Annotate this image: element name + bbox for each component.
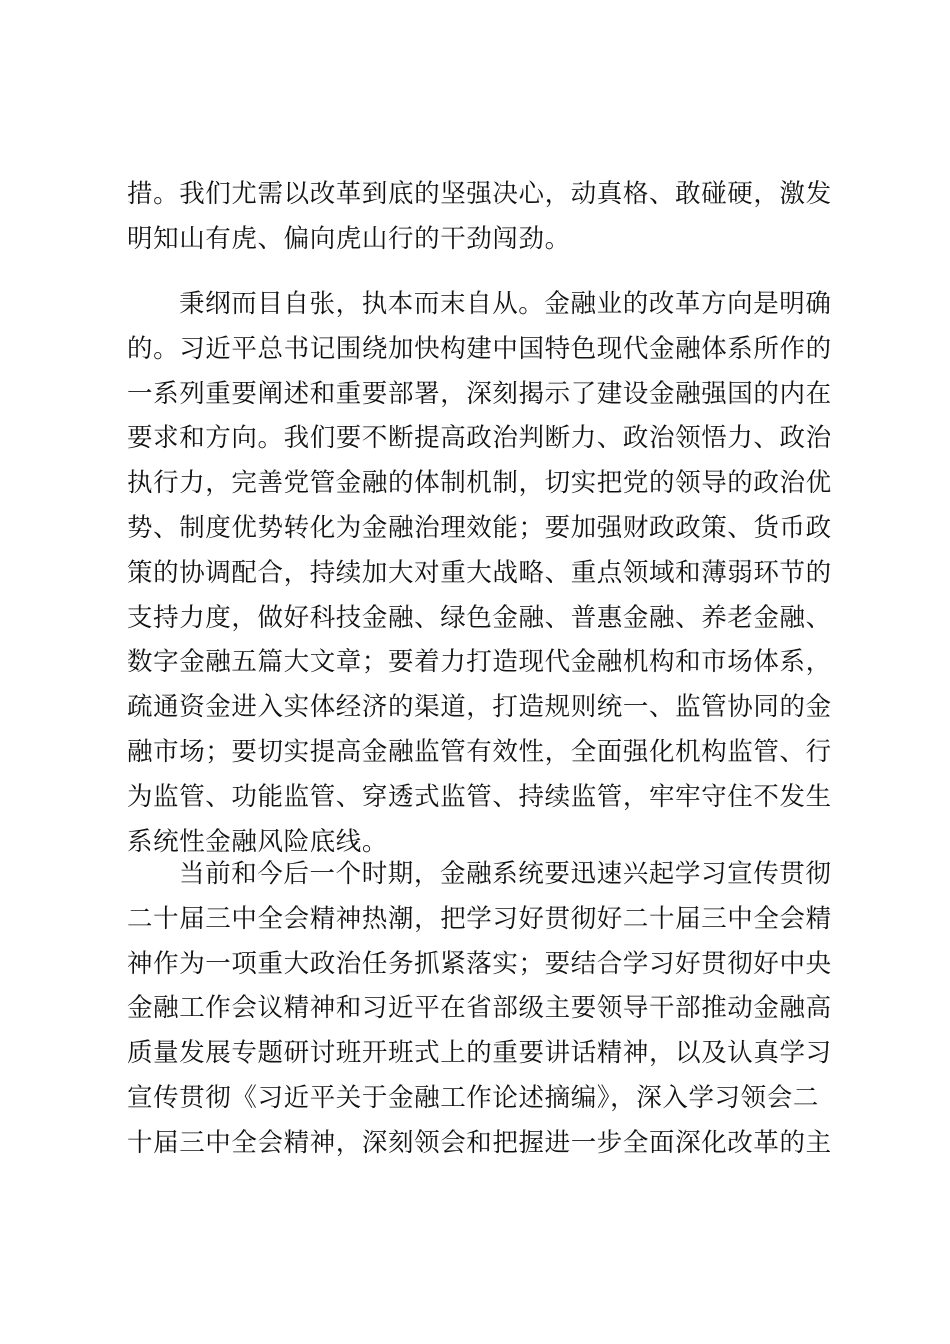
paragraph-line: 疏通资金进入实体经济的渠道，打造规则统一、监管协同的金 (127, 692, 832, 723)
paragraph-line: 措。我们尤需以改革到底的坚强决心，动真格、敢碰硬，激发 (127, 179, 832, 209)
paragraph-line: 金融工作会议精神和习近平在省部级主要领导干部推动金融高 (127, 993, 832, 1024)
paragraph-line: 明知山有虎、偏向虎山行的干劲闯劲。 (127, 223, 571, 254)
paragraph-line: 十届三中全会精神，深刻领会和把握进一步全面深化改革的主 (127, 1127, 832, 1158)
paragraph-line: 当前和今后一个时期，金融系统要迅速兴起学习宣传贯彻 (179, 859, 832, 889)
paragraph-line: 要求和方向。我们要不断提高政治判断力、政治领悟力、政治 (127, 423, 832, 454)
paragraph-line: 系统性金融风险底线。 (127, 826, 389, 857)
paragraph-line: 势、制度优势转化为金融治理效能；要加强财政政策、货币政 (127, 512, 832, 543)
paragraph-line: 融市场；要切实提高金融监管有效性，全面强化机构监管、行 (127, 736, 832, 767)
paragraph-1 (127, 172, 833, 262)
paragraph-3 (127, 852, 833, 1166)
paragraph-line: 执行力，完善党管金融的体制机制，切实把党的领导的政治优 (127, 468, 832, 499)
paragraph-line: 宣传贯彻《习近平关于金融工作论述摘编》，深入学习领会二 (127, 1082, 819, 1113)
paragraph-line: 神作为一项重大政治任务抓紧落实；要结合学习好贯彻好中央 (127, 948, 832, 979)
paragraph-line: 策的协调配合，持续加大对重大战略、重点领域和薄弱环节的 (127, 557, 832, 588)
paragraph-line: 数字金融五篇大文章；要着力打造现代金融机构和市场体系， (127, 647, 832, 678)
paragraph-line: 为监管、功能监管、穿透式监管、持续监管，牢牢守住不发生 (127, 781, 832, 812)
paragraph-line: 一系列重要阐述和重要部署，深刻揭示了建设金融强国的内在 (127, 378, 832, 409)
paragraph-line: 秉纲而目自张，执本而末自从。金融业的改革方向是明确 (179, 289, 832, 319)
paragraph-line: 质量发展专题研讨班开班式上的重要讲话精神，以及认真学习 (127, 1038, 832, 1069)
paragraph-line: 支持力度，做好科技金融、绿色金融、普惠金融、养老金融、 (127, 602, 832, 633)
paragraph-line: 二十届三中全会精神热潮，把学习好贯彻好二十届三中全会精 (127, 903, 832, 934)
paragraph-2 (127, 282, 833, 864)
paragraph-line: 的。习近平总书记围绕加快构建中国特色现代金融体系所作的 (127, 333, 832, 364)
